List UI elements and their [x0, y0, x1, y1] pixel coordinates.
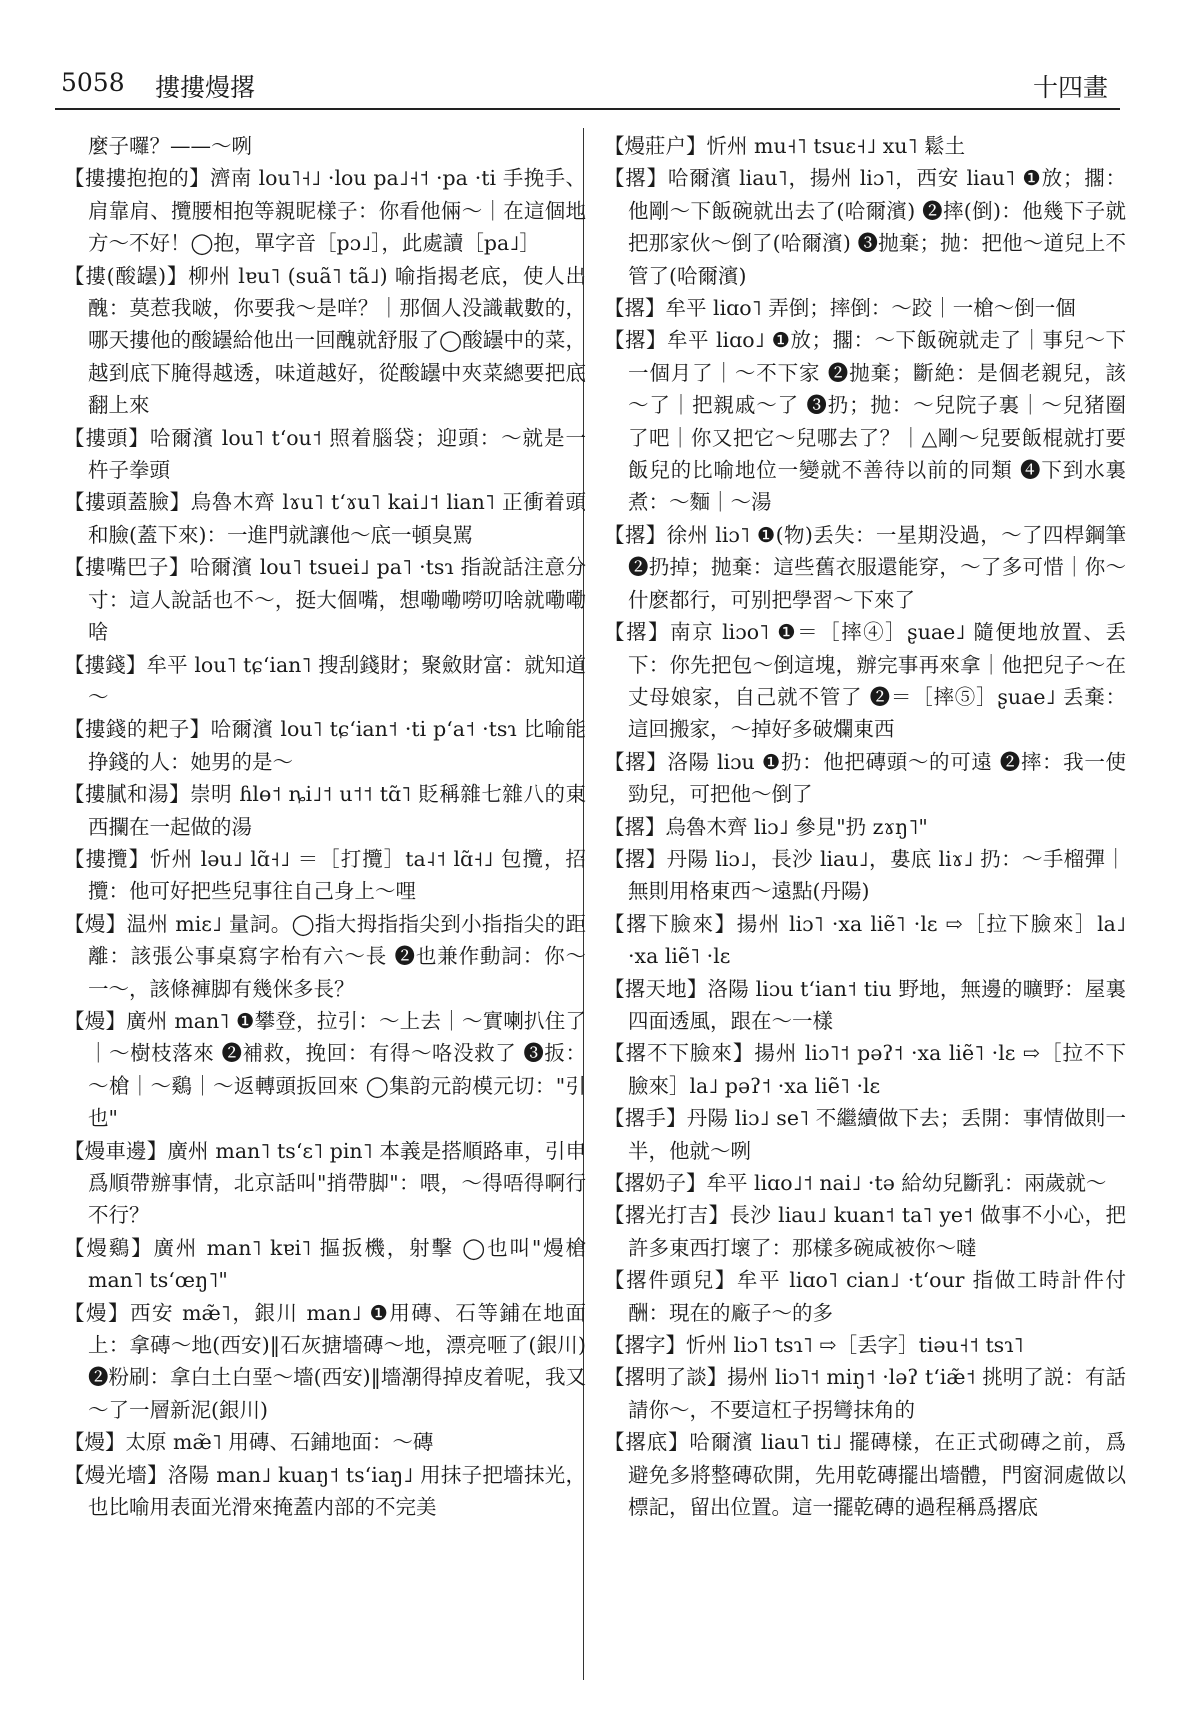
page-header	[55, 62, 1120, 110]
dictionary-entry: 【熳光墻】洛陽 man˩ kuaŋ˦ tsʻiaŋ˩ 用抹子把墻抹光，也比喻用表面光滑來掩蓋内部的不完美	[64, 1462, 586, 1520]
dictionary-entry: 【熳車邊】廣州 man˥ tsʻɛ˥ pin˥ 本義是搭順路車，引申爲順帶辦事情，北京話叫"捎帶脚"：喂，～得唔得啊行不行？	[64, 1138, 586, 1228]
dictionary-entry: 【撂手】丹陽 liɔ˩ se˥ 不繼續做下去；丢開：事情做則一半，他就～咧	[604, 1106, 1126, 1163]
dictionary-entry: 【摟(酸罎)】柳州 lɐu˥ (suã˥ tã˩) 喻指揭老底，使人出醜：莫惹我啵，你要我～是咩？｜那個人没識載數的，哪天摟他的酸罎給他出一回醜就舒服了◯酸罎中的菜，越到底下腌得越透，味道越好，從酸罎中夾菜總要把底翻上來	[64, 263, 586, 418]
head-characters: 摟摟熳撂	[155, 73, 256, 102]
dictionary-entry: 【撂字】忻州 liɔ˥ tsɿ˥ ⇨［丢字］tiəu˧˦ tsɿ˥	[604, 1333, 1024, 1358]
dictionary-entry: 麼子囉？——～咧	[88, 134, 252, 158]
dictionary-entry: 【摟錢的耙子】哈爾濱 lou˥ tɕʻian˦ ·ti pʻa˦ ·tsɿ 比喻能挣錢的人：她男的是～	[64, 717, 586, 774]
dictionary-entry: 【撂下臉來】揚州 liɔ˥ ·xa liẽ˥ ·lɛ ⇨［拉下臉來］la˩ ·xa liẽ˥ ·lɛ	[604, 911, 1126, 969]
dictionary-entry: 【熳】太原 mæ̃˥ 用磚、石鋪地面：～磚	[64, 1430, 434, 1455]
dictionary-entry: 【摟頭蓋臉】烏魯木齊 lɤu˥ tʻɤu˥ kai˩˦ lian˥ 正衝着頭和臉(蓋下來)：一進門就讓他～底一頓臭駡	[64, 490, 586, 547]
section-label: 十四畫	[1032, 73, 1108, 102]
dictionary-entry: 【撂明了談】揚州 liɔ˥˦ miŋ˦ ·ləʔ tʻiæ̃˦ 挑明了説：有話請你～，不要這杠子拐彎抹角的	[604, 1365, 1126, 1422]
dictionary-entry: 【摟攬】忻州 ləu˩ lɑ̃˧˩ ＝［打攬］ta˨˦ lɑ̃˧˩ 包攬，招攬：他可好把些兒事往自己身上～哩	[64, 846, 586, 904]
page-number: 5058	[61, 68, 125, 97]
dictionary-entry: 【熳】廣州 man˥ ❶攀登，拉引：～上去｜～實喇扒住了｜～樹枝落來 ❷補救，挽回：有得～咯没救了 ❸扳：～槍｜～鷄｜～返轉頭扳回來 ◯集韵元韵模元切："引也"	[64, 1008, 586, 1131]
dictionary-entry: 【撂】牟平 liɑo˩ ❶放；擱：～下飯碗就走了｜事兒～下一個月了｜～不下家 ❷抛棄；斷絶：是個老親兒，該～了｜把親戚～了 ❸扔；抛：～兒院子裏｜～兒猪圈了吧｜你又把它～兒哪去了？｜△剛～兒要飯棍就打要飯兒的比喻地位一變就不善待以前的同類 ❹下到水裏煮：～麵｜～湯	[604, 328, 1126, 515]
dictionary-entry: 【撂】丹陽 liɔ˩，長沙 liau˩，婁底 liɤ˩ 扔：～手榴彈｜無則用格東西～遠點(丹陽)	[604, 846, 1126, 904]
dictionary-entry: 【摟摟抱抱的】濟南 lou˥˧˩ ·lou pa˩˧˦ ·pa ·ti 手挽手、肩靠肩、攬腰相抱等親昵樣子：你看他倆～｜在這個地方～不好！◯抱，單字音［pɔ˩］，此處讀［pa˩］	[64, 166, 586, 256]
dictionary-entry: 【撂】烏魯木齊 liɔ˩ 參見"扔 zɤŋ˥"	[604, 814, 928, 839]
dictionary-entry: 【撂不下臉來】揚州 liɔ˥˦ pəʔ˦ ·xa liẽ˥ ·lɛ ⇨［拉不下臉來］la˩ pəʔ˦ ·xa liẽ˥ ·lɛ	[604, 1041, 1126, 1098]
dictionary-entry: 【撂件頭兒】牟平 liɑo˥ cian˩ ·tʻour 指做工時計件付酬：現在的廠子～的多	[604, 1268, 1126, 1325]
dictionary-entry: 【摟錢】牟平 lou˥ tɕʻian˥ 搜刮錢財；聚斂財富：就知道～	[64, 652, 586, 709]
right-column	[604, 130, 1126, 1523]
dictionary-entry: 【熳莊户】忻州 mu˧˥ tsuɛ˧˩ xu˥ 鬆土	[604, 134, 966, 158]
dictionary-entry: 【撂天地】洛陽 liɔu tʻian˦ tiu 野地，無邊的曠野：屋裏四面透風，跟在～一樣	[604, 976, 1126, 1033]
dictionary-entry: 【撂】哈爾濱 liau˥，揚州 liɔ˥，西安 liau˥ ❶放；擱：他剛～下飯碗就出去了(哈爾濱) ❷摔(倒)：他幾下子就把那家伙～倒了(哈爾濱) ❸抛棄；抛：把他～道兒上不管了(哈爾濱)	[604, 166, 1126, 288]
dictionary-entry: 【熳】西安 mæ̃˥，銀川 man˩ ❶用磚、石等鋪在地面上：拿磚～地(西安)‖石灰搪墻磚～地，漂亮咂了(銀川) ❷粉刷：拿白土白堊～墻(西安)‖墻潮得掉皮着呢，我又～了一層新泥(銀川)	[64, 1300, 586, 1422]
dictionary-entry: 【熳鷄】廣州 man˥ kɐi˥ 摳扳機，射擊 ◯也叫"熳槍 man˥ tsʻœŋ˥"	[64, 1235, 586, 1293]
dictionary-entry: 【撂底】哈爾濱 liau˥ ti˩ 擺磚樣，在正式砌磚之前，爲避免多將整磚砍開，先用乾磚擺出墻體，門窗洞處做以標記，留出位置。這一擺乾磚的過程稱爲撂底	[604, 1430, 1126, 1520]
dictionary-entry: 【摟嘴巴子】哈爾濱 lou˥ tsuei˩ pa˥ ·tsɿ 指說話注意分寸：這人說話也不～，挺大個嘴，想嘞嘞嘮叨啥就嘞嘞啥	[64, 555, 586, 645]
dictionary-entry: 【撂】徐州 liɔ˥ ❶(物)丢失：一星期没過，～了四桿鋼筆 ❷扔掉；抛棄：這些舊衣服還能穿，～了多可惜｜你～什麽都行，可别把學習～下來了	[604, 522, 1126, 612]
dictionary-entry: 【撂光打吉】長沙 liau˩ kuan˦ ta˥ ye˦ 做事不小心，把許多東西打壞了：那樣多碗咸被你～噠	[604, 1203, 1126, 1260]
dictionary-entry: 【摟頭】哈爾濱 lou˥ tʻou˦ 照着腦袋；迎頭：～就是一杵子拳頭	[64, 425, 586, 483]
dictionary-entry: 【熳】温州 miɛ˩ 量詞。◯指大拇指指尖到小指指尖的距離：該張公事桌寫字枱有六～長 ❷也兼作動詞：你～一～，該條褲脚有幾侎多長？	[64, 911, 586, 1001]
dictionary-entry: 【撂】洛陽 liɔu ❶扔：他把磚頭～的可遠 ❷摔：我一使勁兒，可把他～倒了	[604, 749, 1126, 807]
dictionary-entry: 【撂】牟平 liɑo˥ 弄倒；摔倒：～跤｜一槍～倒一個	[604, 296, 1076, 321]
left-column	[64, 130, 586, 1523]
dictionary-entry: 【撂奶子】牟平 liɑo˩˦ nai˩ ·tə 給幼兒斷乳：兩歲就～	[604, 1171, 1107, 1195]
dictionary-entry: 【摟膩和湯】崇明 ɦlɵ˦ ȵi˩˦ u˦˦ tɑ̃˥ 貶稱雜七雜八的東西攔在一起做的湯	[64, 782, 586, 839]
dictionary-entry: 【撂】南京 liɔo˥ ❶＝［摔④］ʂuae˩ 隨便地放置、丢下：你先把包～倒這塊，辦完事再來拿｜他把兒子～在丈母娘家，自己就不管了 ❷＝［摔⑤］ʂuae˩ 丢棄：這回搬家，～掉好多破爛東西	[604, 620, 1126, 742]
